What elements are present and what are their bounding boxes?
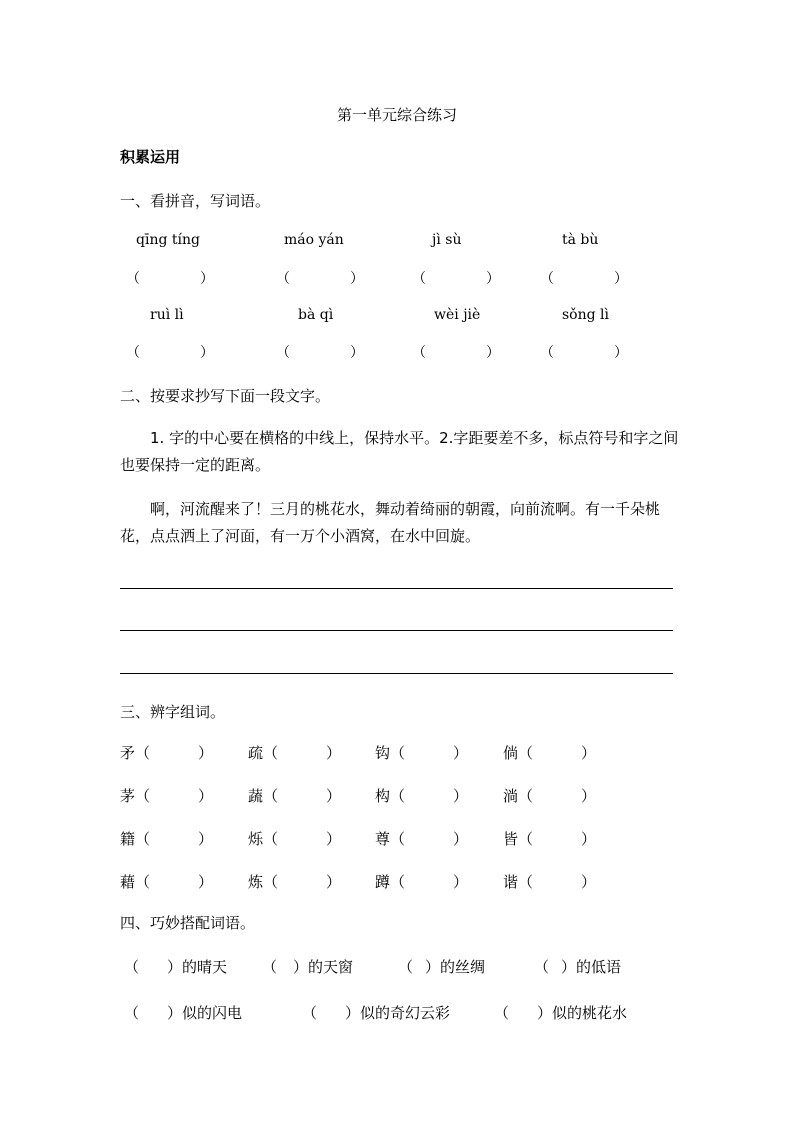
char-pair[interactable]: 钩（ ） (375, 744, 469, 762)
answer-blank[interactable]: （ ） (412, 271, 500, 287)
pinyin-5: ruì lì (150, 307, 184, 323)
copy-passage: 啊，河流醒来了！三月的桃花水，舞动着绮丽的朝霞，向前流啊。有一千朵桃花，点点洒上了河面，有一万个小酒窝，在水中回旋。 (120, 500, 661, 545)
pinyin-8: sǒng lì (562, 307, 609, 323)
char-pair[interactable]: 烁（ ） (248, 830, 342, 848)
match-item[interactable]: （ ）的丝绸 (398, 958, 486, 976)
char-pair[interactable]: 茅（ ） (120, 787, 214, 805)
section-heading: 积累运用 (120, 148, 181, 166)
char-pair[interactable]: 谐（ ） (503, 873, 597, 891)
char-pair[interactable]: 藉（ ） (120, 873, 214, 891)
writing-line[interactable] (120, 673, 673, 674)
pinyin-7: wèi jiè (434, 307, 481, 323)
q4-heading: 四、巧妙搭配词语。 (120, 914, 256, 932)
answer-blank[interactable]: （ ） (276, 271, 364, 287)
match-item[interactable]: （ ）似的桃花水 (494, 1004, 628, 1022)
pinyin-6: bà qì (298, 307, 334, 323)
char-pair[interactable]: 蔬（ ） (248, 787, 342, 805)
pinyin-2: máo yán (284, 232, 344, 248)
writing-line[interactable] (120, 588, 673, 589)
char-pair[interactable]: 籍（ ） (120, 830, 214, 848)
copy-instruction: 1. 字的中心要在横格的中线上，保持水平。2.字距要差不多，标点符号和字之间也要保持一定的距离。 (120, 429, 679, 474)
char-pair[interactable]: 尊（ ） (375, 830, 469, 848)
answer-blank[interactable]: （ ） (540, 271, 628, 287)
pinyin-3: jì sù (432, 232, 462, 248)
char-pair[interactable]: 蹲（ ） (375, 873, 469, 891)
char-pair[interactable]: 炼（ ） (248, 873, 342, 891)
char-pair[interactable]: 疏（ ） (248, 744, 342, 762)
answer-blank[interactable]: （ ） (540, 345, 628, 361)
q1-heading: 一、看拼音，写词语。 (120, 192, 271, 210)
match-item[interactable]: （ ）似的闪电 (124, 1004, 243, 1022)
page-title: 第一单元综合练习 (336, 106, 457, 124)
char-pair[interactable]: 矛（ ） (120, 744, 214, 762)
match-item[interactable]: （ ）的低语 (534, 958, 622, 976)
char-pair[interactable]: 皆（ ） (503, 830, 597, 848)
answer-blank[interactable]: （ ） (126, 271, 214, 287)
match-item[interactable]: （ ）似的奇幻云彩 (302, 1004, 451, 1022)
answer-blank[interactable]: （ ） (412, 345, 500, 361)
char-pair[interactable]: 淌（ ） (503, 787, 597, 805)
char-pair[interactable]: 构（ ） (375, 787, 469, 805)
q3-heading: 三、辨字组词。 (120, 703, 226, 721)
pinyin-1: qīng tíng (136, 232, 200, 248)
match-item[interactable]: （ ）的天窗 (262, 958, 354, 976)
answer-blank[interactable]: （ ） (276, 345, 364, 361)
char-pair[interactable]: 倘（ ） (503, 744, 597, 762)
q2-heading: 二、按要求抄写下面一段文字。 (120, 387, 331, 405)
answer-blank[interactable]: （ ） (126, 345, 214, 361)
writing-line[interactable] (120, 630, 673, 631)
pinyin-4: tà bù (562, 232, 599, 248)
match-item[interactable]: （ ）的晴天 (124, 958, 228, 976)
